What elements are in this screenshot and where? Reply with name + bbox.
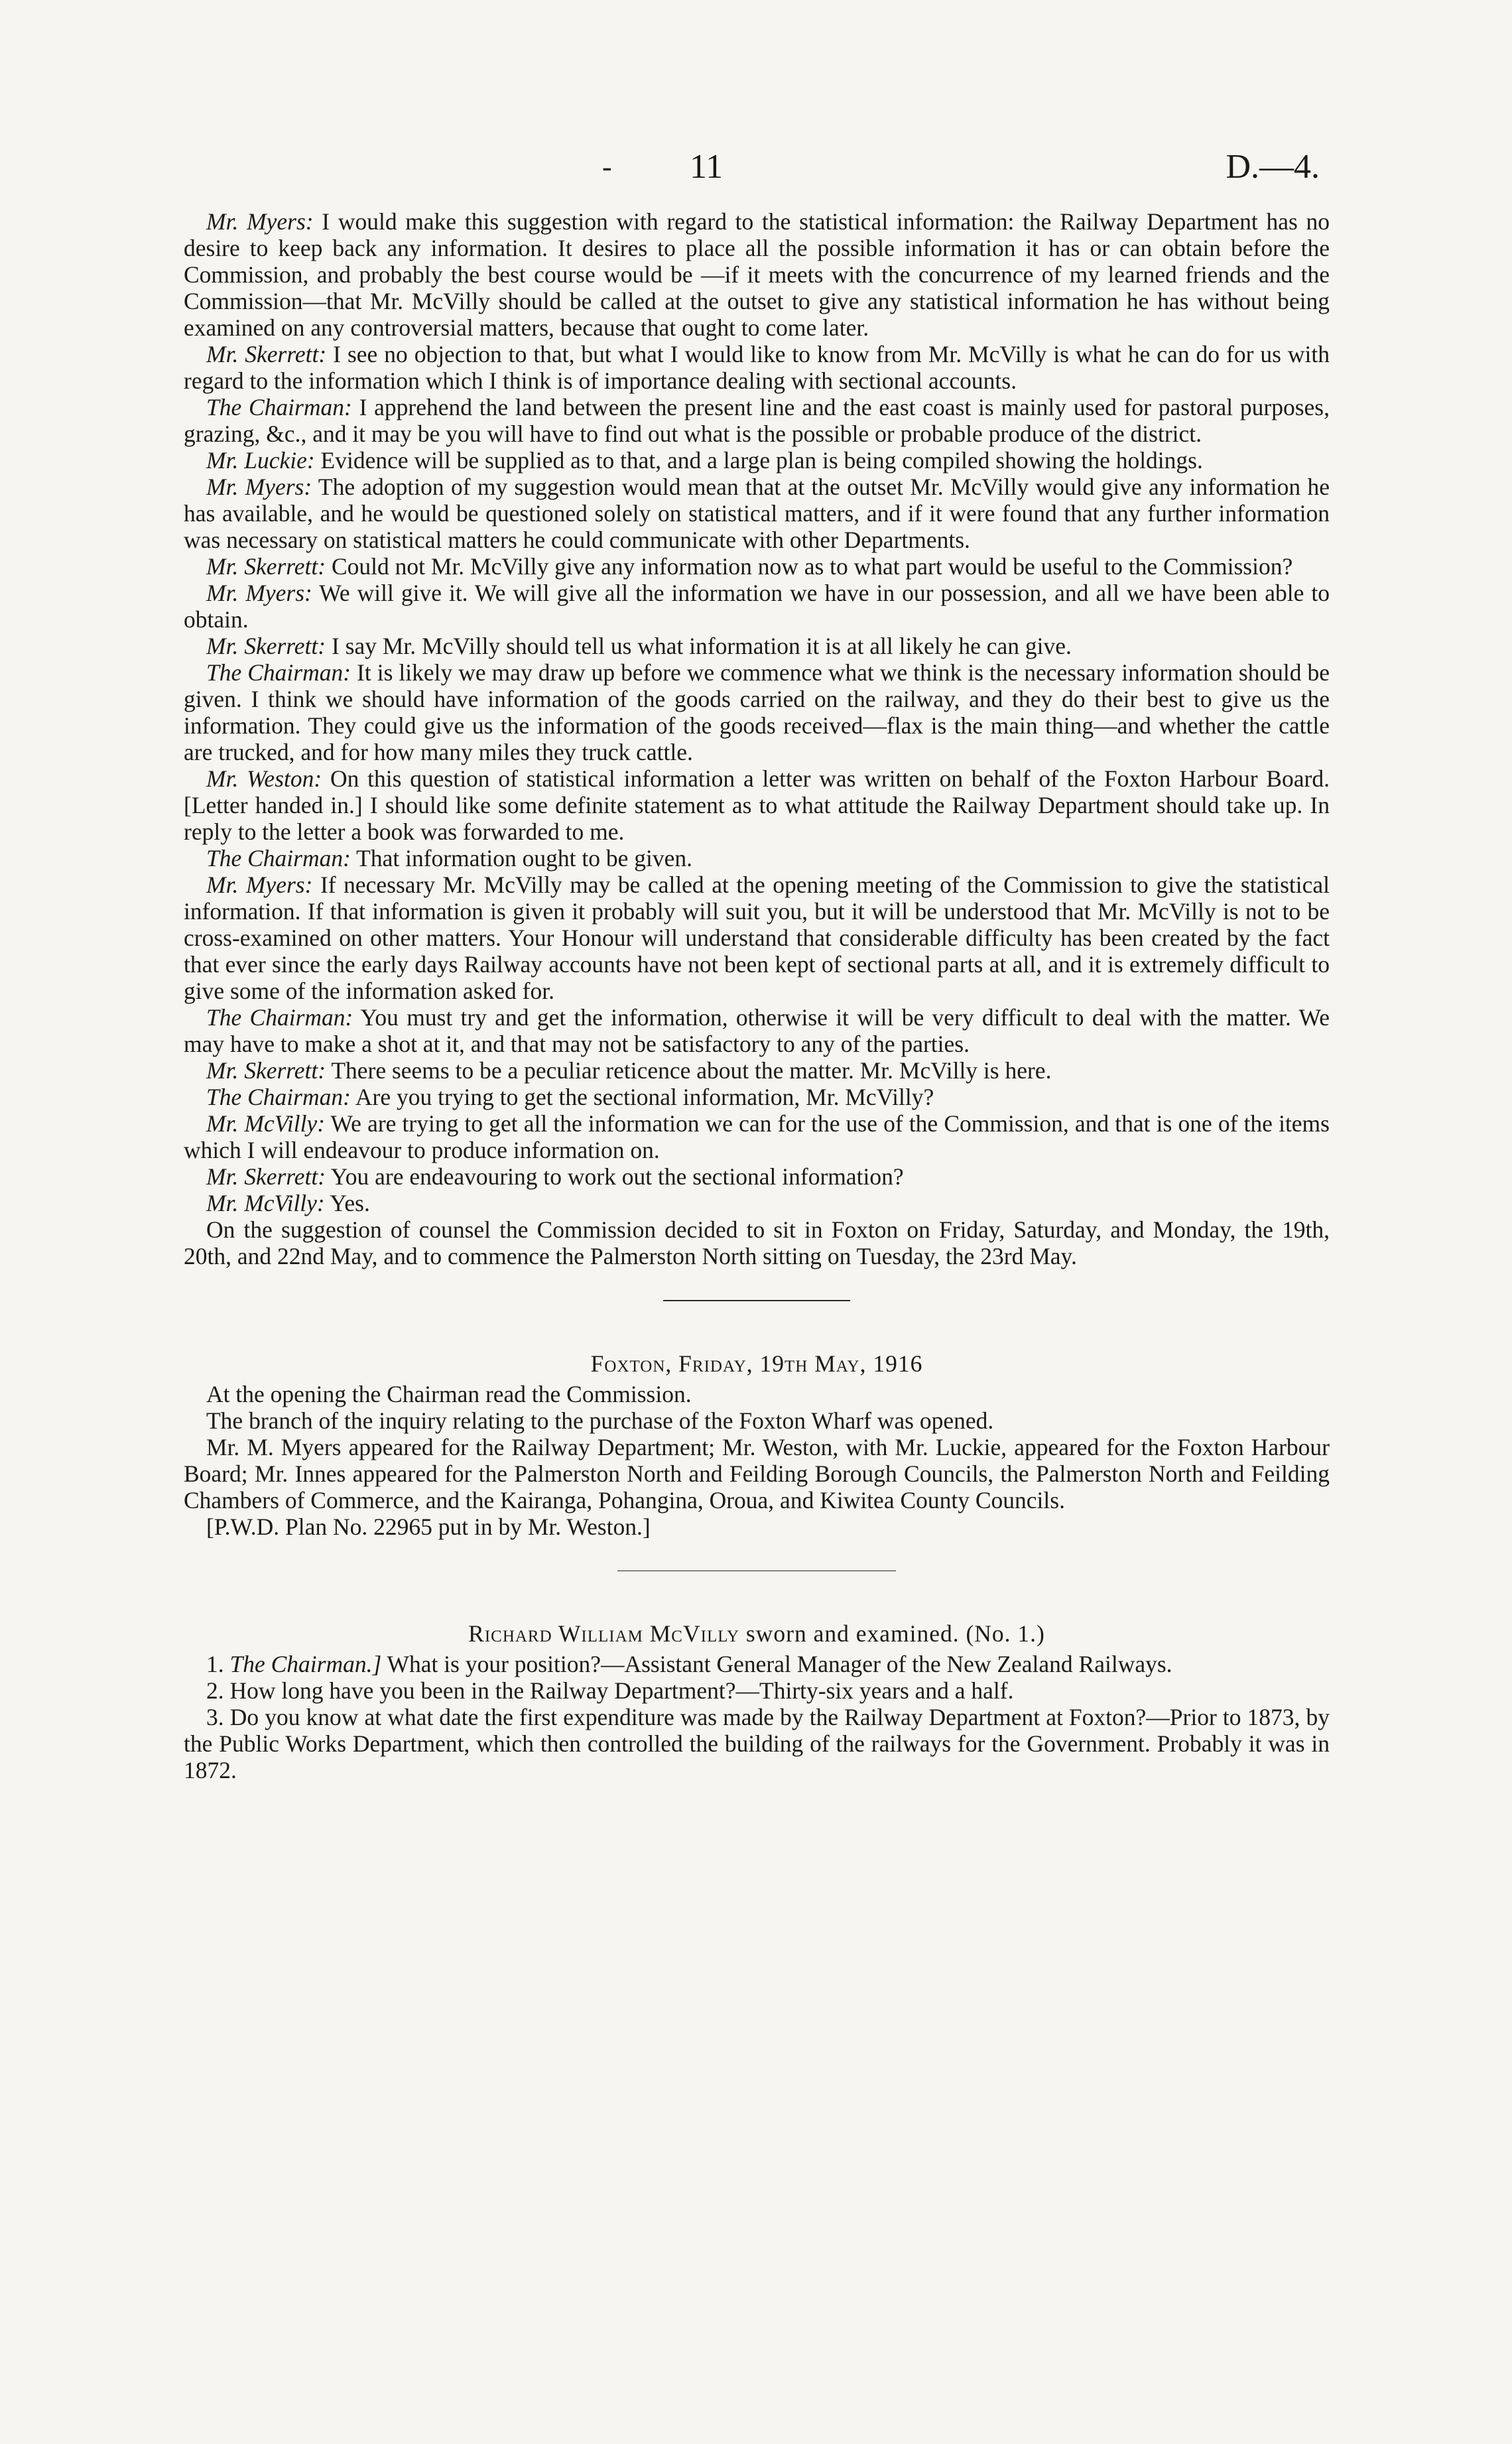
session-paragraph: [P.W.D. Plan No. 22965 put in by Mr. Weston.]: [206, 1513, 651, 1540]
speech-text: Are you trying to get the sectional information, Mr. McVilly?: [350, 1084, 934, 1110]
speaker-name: Mr. Myers:: [206, 208, 314, 235]
question-paragraph: [184, 1677, 1330, 1704]
speaker-name: Mr. McVilly:: [206, 1190, 325, 1216]
transcript-paragraph: [184, 474, 1330, 553]
transcript-paragraph: [184, 1057, 1330, 1084]
page-header: [0, 147, 1512, 187]
question-text: Do you know at what date the first expenditure was made by the Railway Department at Foxton?—Prior to 1873, by the Public Works Department, which then controlled the building of the railways for the Government. Probably it was in 1872.: [184, 1704, 1330, 1783]
transcript-paragraph: [184, 580, 1330, 633]
speech-text: You are endeavouring to work out the sectional information?: [326, 1163, 904, 1190]
transcript-paragraph: [184, 208, 1330, 341]
speech-text: We will give it. We will give all the information we have in our possession, and all we have been able to obtain.: [184, 580, 1330, 633]
witness-status: sworn and examined. (No. 1.): [739, 1620, 1045, 1647]
transcript-paragraph: [184, 871, 1330, 1004]
transcript-paragraph: [184, 765, 1330, 845]
speaker-name: The Chairman:: [206, 659, 351, 686]
transcript-paragraph: [184, 394, 1330, 447]
speaker-name: The Chairman:: [206, 845, 351, 871]
speaker-name: Mr. Luckie:: [206, 447, 315, 474]
speaker-name: Mr. Skerrett:: [206, 553, 326, 580]
transcript-paragraph: [184, 1004, 1330, 1057]
speech-text: Could not Mr. McVilly give any information now as to what part would be useful to the Commission?: [326, 553, 1293, 580]
speaker-name: Mr. Myers:: [206, 580, 312, 606]
transcript-paragraph: [184, 341, 1330, 394]
question-number: 2.: [206, 1677, 230, 1704]
transcript-paragraph: [184, 447, 1330, 474]
speaker-name: Mr. Myers:: [206, 871, 313, 898]
speaker-name: Mr. Weston:: [206, 765, 322, 792]
speech-text: I see no objection to that, but what I would like to know from Mr. McVilly is what he can do for us with regard to the information which I think is of importance dealing with sectional accounts.: [184, 341, 1330, 394]
speaker-name: Mr. Skerrett:: [206, 1057, 326, 1084]
speaker-name: The Chairman:: [206, 394, 352, 420]
speech-text: If necessary Mr. McVilly may be called at the opening meeting of the Commission to give the statistical information. If that information is given it probably will suit you, but it will be understood that Mr. McVilly is not to be cross-examined on other matters. Your Honour will understand that considerable difficulty has been created by the fact that ever since the early days Railway accounts have not been kept of sectional parts at all, and it is extremely difficult to give some of the information asked for.: [184, 871, 1330, 1004]
speaker-name: Mr. Skerrett:: [206, 1163, 326, 1190]
speaker-name: Mr. Myers:: [206, 474, 312, 500]
session-heading: Foxton, Friday, 19th May, 1916: [590, 1350, 923, 1377]
speech-text: Evidence will be supplied as to that, and a large plan is being compiled showing the holdings.: [314, 447, 1203, 474]
transcript-paragraph: [184, 659, 1330, 765]
speech-text: That information ought to be given.: [350, 845, 692, 871]
session-paragraph: At the opening the Chairman read the Commission.: [206, 1381, 692, 1407]
session-paragraph: The branch of the inquiry relating to the purchase of the Foxton Wharf was opened.: [206, 1407, 994, 1434]
transcript-paragraph: [184, 845, 1330, 871]
question-text: What is your position?—Assistant General Manager of the New Zealand Railways.: [381, 1651, 1172, 1677]
speech-text: There seems to be a peculiar reticence about the matter. Mr. McVilly is here.: [326, 1057, 1052, 1084]
session-paragraph: Mr. M. Myers appeared for the Railway Department; Mr. Weston, with Mr. Luckie, appeared for the Foxton Harbour Board; Mr. Innes appeared for the Palmerston North and Feilding Borough Councils, the Palmerston North and Feilding Chambers of Commerce, and the Kairanga, Pohangina, Oroua, and Kiwitea County Councils.: [184, 1434, 1330, 1513]
speech-text: It is likely we may draw up before we commence what we think is the necessary information should be given. I think we should have information of the goods carried on the railway, and they do their best to give us the information. They could give us the information of the goods received—flax is the main thing—and whether the cattle are trucked, and for how many miles they truck cattle.: [184, 659, 1330, 765]
speech-text: Yes.: [324, 1190, 370, 1216]
transcript-paragraph: [184, 633, 1330, 659]
speech-text: You must try and get the information, otherwise it will be very difficult to deal with the matter. We may have to make a shot at it, and that may not be satisfactory to any of the parties.: [184, 1004, 1330, 1057]
question-number: 3.: [206, 1704, 230, 1730]
speech-text: I say Mr. McVilly should tell us what information it is at all likely he can give.: [326, 633, 1072, 659]
speech-text: I apprehend the land between the present line and the east coast is mainly used for pastoral purposes, grazing, &c., and it may be you will have to find out what is the possible or probable produce of the district.: [184, 394, 1330, 447]
section-divider: [663, 1300, 850, 1301]
question-number: 1.: [206, 1651, 230, 1677]
question-paragraph: [184, 1704, 1330, 1783]
speaker-name: Mr. McVilly:: [206, 1110, 326, 1137]
questioner-name: The Chairman.]: [229, 1651, 382, 1677]
document-id: D.—4.: [1226, 148, 1320, 186]
transcript-paragraph: [184, 1084, 1330, 1110]
question-text: How long have you been in the Railway Department?—Thirty-six years and a half.: [229, 1677, 1014, 1704]
transcript-paragraph: [184, 1163, 1330, 1190]
closing-paragraph: On the suggestion of counsel the Commission decided to sit in Foxton on Friday, Saturday, and Monday, the 19th, 20th, and 22nd May, and to commence the Palmerston North sitting on Tuesday, the 23rd May.: [184, 1216, 1330, 1269]
speech-text: On this question of statistical information a letter was written on behalf of the Foxton Harbour Board. [Letter handed in.] I should like some definite statement as to what attitude the Railway Department should take up. In reply to the letter a book was forwarded to me.: [184, 765, 1330, 845]
transcript-paragraph: [184, 1190, 1330, 1216]
page-number: 11: [690, 148, 724, 186]
speech-text: We are trying to get all the information we can for the use of the Commission, and that is one of the items which I will endeavour to produce information on.: [184, 1110, 1330, 1163]
document-body: [184, 208, 1330, 1783]
witness-name: Richard William McVilly: [468, 1620, 740, 1647]
speech-text: The adoption of my suggestion would mean that at the outset Mr. McVilly would give any information he has available, and he would be questioned solely on statistical matters, and if it were found that any further information was necessary on statistical matters he could communicate with other Departments.: [184, 474, 1330, 553]
witness-heading: [184, 1620, 1330, 1647]
header-dash-mark: -: [602, 151, 612, 183]
transcript-paragraph: [184, 553, 1330, 580]
speaker-name: The Chairman:: [206, 1004, 353, 1031]
speaker-name: Mr. Skerrett:: [206, 633, 326, 659]
speech-text: I would make this suggestion with regard to the statistical information: the Railway Department has no desire to keep back any information. It desires to place all the possible information it has or can obtain before the Commission, and probably the best course would be —if it meets with the concurrence of my learned friends and the Commission—that Mr. McVilly should be called at the outset to give any statistical information he has without being examined on any controversial matters, because that ought to come later.: [184, 208, 1330, 341]
speaker-name: The Chairman:: [206, 1084, 351, 1110]
question-paragraph: [184, 1651, 1330, 1677]
transcript-paragraph: [184, 1110, 1330, 1163]
speaker-name: Mr. Skerrett:: [206, 341, 327, 367]
